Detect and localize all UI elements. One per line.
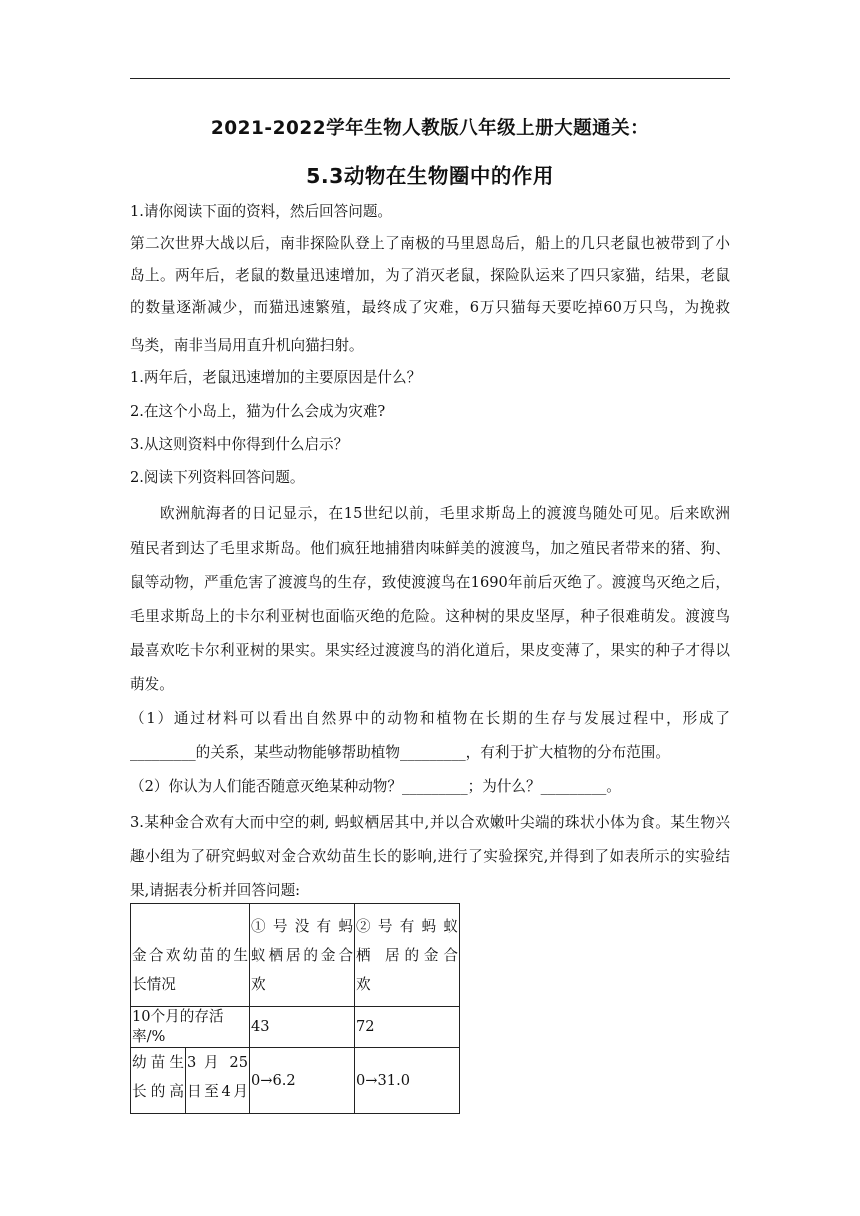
q2-heading: 2.阅读下列资料回答问题。 (130, 469, 305, 486)
paragraph-line: 果,请据表分析并回答问题: (130, 882, 301, 899)
paragraph-line: 的数量逐渐减少，而猫迅速繁殖，最终成了灾难，6万只猫每天要吃掉60万只鸟，为挽救 (130, 299, 730, 316)
paragraph-line: 殖民者到达了毛里求斯岛。他们疯狂地捕猎肉味鲜美的渡渡鸟，加之殖民者带来的猪、狗、 (130, 540, 730, 557)
table-cell: 0→31.0 (355, 1048, 460, 1114)
q3-heading: 3.某种金合欢有大而中空的刺, 蚂蚁栖居其中,并以合欢嫩叶尖端的珠状小体为食。某生物兴 (130, 814, 730, 831)
question-line: （2）你认为人们能否随意灭绝某种动物？_________；为什么？_________。 (130, 778, 621, 795)
paragraph-line: 毛里求斯岛上的卡尔利亚树也面临灭绝的危险。这种树的果皮坚厚，种子很难萌发。渡渡鸟 (130, 608, 730, 625)
table-row (131, 1048, 460, 1114)
table-cell: 0→6.2 (250, 1048, 355, 1114)
table-cell: 72 (355, 1007, 460, 1048)
paragraph-line: 岛上。两年后，老鼠的数量迅速增加，为了消灭老鼠，探险队运来了四只家猫，结果，老鼠 (130, 267, 730, 284)
table-cell: 幼苗生 长的高 (131, 1048, 186, 1114)
question-line: _________的关系，某些动物能够帮助植物_________，有利于扩大植物的分布范围。 (130, 744, 670, 761)
table-cell: 43 (250, 1007, 355, 1048)
paragraph-line: 鸟类，南非当局用直升机向猫扫射。 (130, 337, 364, 354)
paragraph-line: 趣小组为了研究蚂蚁对金合欢幼苗生长的影响,进行了实验探究,并得到了如表所示的实验结 (130, 848, 730, 865)
table-cell: 10个月的存活率/% (131, 1007, 250, 1048)
q1-heading: 1.请你阅读下面的资料，然后回答问题。 (130, 203, 393, 220)
table-header-cell: ①号没有蚂 蚁栖居的金合 欢 (250, 904, 355, 1007)
paragraph-line: 第二次世界大战以后，南非探险队登上了南极的马里恩岛后，船上的几只老鼠也被带到了小 (130, 235, 730, 252)
table-row (131, 1007, 460, 1048)
question-line: （1）通过材料可以看出自然界中的动物和植物在长期的生存与发展过程中，形成了 (130, 710, 730, 727)
question-line: 2.在这个小岛上，猫为什么会成为灾难? (130, 403, 386, 420)
question-line: 1.两年后，老鼠迅速增加的主要原因是什么？ (130, 369, 422, 386)
header-rule (130, 78, 730, 79)
page-title: 2021-2022学年生物人教版八年级上册大题通关： (210, 118, 650, 139)
page-subtitle: 5.3动物在生物圈中的作用 (306, 164, 554, 188)
table-header-cell: ②号有蚂蚁 栖 居的金合 欢 (355, 904, 460, 1007)
paragraph-line: 鼠等动物，严重危害了渡渡鸟的生存，致使渡渡鸟在1690年前后灭绝了。渡渡鸟灭绝之后， (130, 574, 730, 591)
question-line: 3.从这则资料中你得到什么启示？ (130, 436, 349, 453)
experiment-table (130, 903, 460, 1114)
paragraph-line: 萌发。 (130, 676, 174, 693)
table-header-cell: 金合欢幼苗的生 长情况 (131, 904, 250, 1007)
table-row (131, 904, 460, 1007)
paragraph-line: 最喜欢吃卡尔利亚树的果实。果实经过渡渡鸟的消化道后，果皮变薄了，果实的种子才得以 (130, 642, 730, 659)
paragraph-line: 欧洲航海者的日记显示，在15世纪以前，毛里求斯岛上的渡渡鸟随处可见。后来欧洲 (160, 505, 730, 522)
table-cell: 3 月 25 日至4月 (186, 1048, 250, 1114)
